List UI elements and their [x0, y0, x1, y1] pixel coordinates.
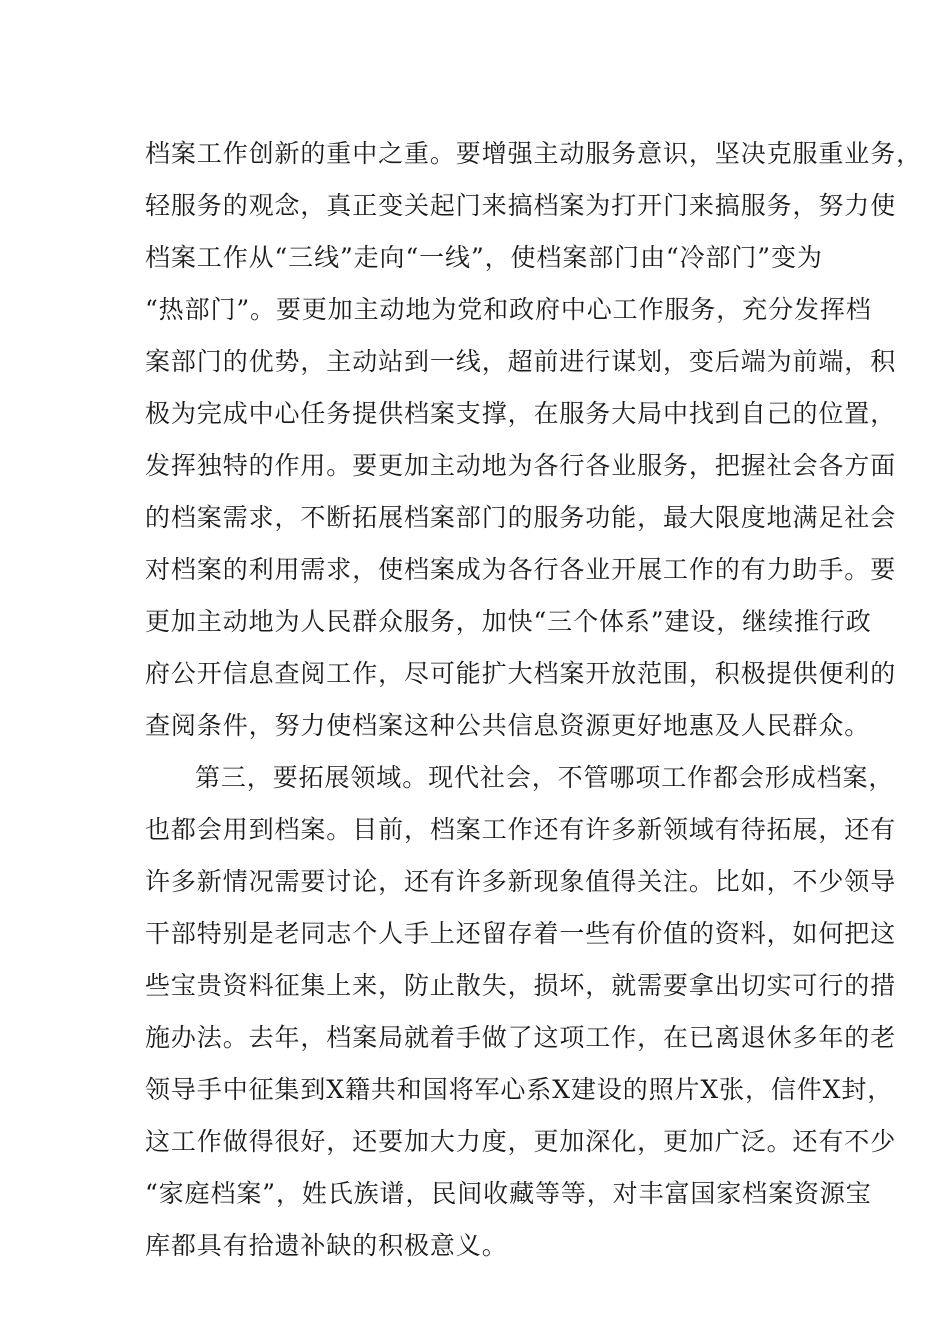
text-line: 档案工作创新的重中之重。要增强主动服务意识，坚决克服重业务， — [145, 139, 923, 168]
document-body — [145, 128, 923, 1272]
text-line: 领导手中征集到X籍共和国将军心系X建设的照片X张，信件X封， — [145, 1075, 894, 1104]
text-line: 府公开信息查阅工作，尽可能扩大档案开放范围，积极提供便利的 — [145, 659, 897, 688]
text-line: 库都具有拾遗补缺的积极意义。 — [145, 1231, 508, 1260]
paragraph-1 — [145, 128, 923, 752]
text-line: 的档案需求，不断拓展档案部门的服务功能，最大限度地满足社会 — [145, 503, 897, 532]
text-line: 发挥独特的作用。要更加主动地为各行各业服务，把握社会各方面 — [145, 451, 897, 480]
text-line: 也都会用到档案。目前，档案工作还有许多新领域有待拓展，还有 — [145, 815, 897, 844]
text-line: 查阅条件，努力使档案这种公共信息资源更好地惠及人民群众。 — [145, 711, 871, 740]
text-line: 第三，要拓展领域。现代社会，不管哪项工作都会形成档案， — [195, 763, 895, 792]
text-line: “热部门”。要更加主动地为党和政府中心工作服务，充分发挥档 — [145, 295, 872, 324]
text-line: 案部门的优势，主动站到一线，超前进行谋划，变后端为前端，积 — [145, 347, 897, 376]
text-line: “家庭档案”，姓氏族谱，民间收藏等等，对丰富国家档案资源宝 — [145, 1179, 872, 1208]
text-line: 更加主动地为人民群众服务，加快“三个体系”建设，继续推行政 — [145, 607, 872, 636]
text-line: 对档案的利用需求，使档案成为各行各业开展工作的有力助手。要 — [145, 555, 897, 584]
text-line: 许多新情况需要讨论，还有许多新现象值得关注。比如，不少领导 — [145, 867, 897, 896]
text-line: 些宝贵资料征集上来，防止散失，损坏，就需要拿出切实可行的措 — [145, 971, 897, 1000]
text-line: 档案工作从“三线”走向“一线”，使档案部门由“冷部门”变为 — [145, 243, 823, 272]
text-line: 这工作做得很好，还要加大力度，更加深化，更加广泛。还有不少 — [145, 1127, 897, 1156]
paragraph-2 — [145, 752, 897, 1272]
text-line: 施办法。去年，档案局就着手做了这项工作，在已离退休多年的老 — [145, 1023, 897, 1052]
text-line: 干部特别是老同志个人手上还留存着一些有价值的资料，如何把这 — [145, 919, 897, 948]
text-line: 轻服务的观念，真正变关起门来搞档案为打开门来搞服务，努力使 — [145, 191, 897, 220]
text-line: 极为完成中心任务提供档案支撑，在服务大局中找到自己的位置， — [145, 399, 897, 428]
